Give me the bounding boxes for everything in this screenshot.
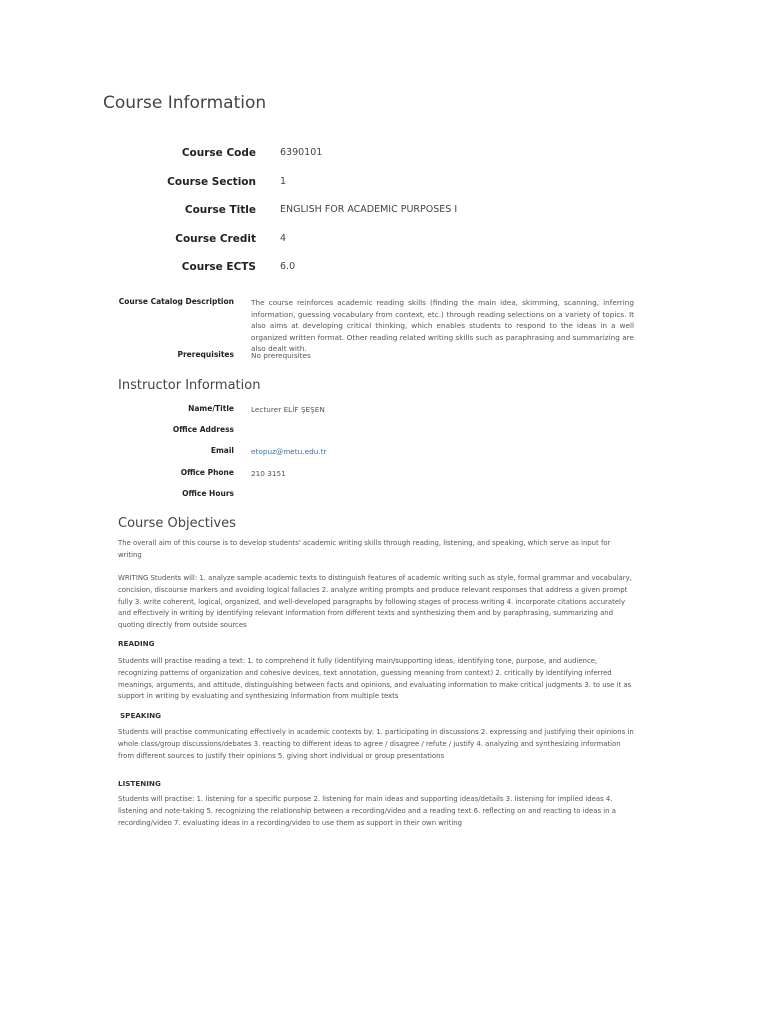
course-credit-value: 4 xyxy=(280,233,287,244)
course-title-value: ENGLISH FOR ACADEMIC PURPOSES I xyxy=(280,204,458,215)
catalog-description-label: Course Catalog Description xyxy=(118,297,234,306)
course-title-label: Course Title xyxy=(184,204,256,216)
prerequisites-value: No prerequisites xyxy=(251,351,311,360)
office-phone-value: 210 3151 xyxy=(251,469,286,478)
course-section-row xyxy=(0,176,768,192)
email-value-wrapper xyxy=(251,446,327,458)
course-ects-label: Course ECTS xyxy=(181,261,256,273)
email-label: Email xyxy=(210,446,234,455)
objectives-section-title: Course Objectives xyxy=(118,516,236,531)
objectives-listening-text: Students will practise: 1. listening for a specific purpose 2. listening for main ideas and supporting ideas/details 3. listening for implied ideas 4. listening and note-taking 5. recognizing the relationship between a recording/video and a reading text 6. reflecting on and reacting to ideas in a recording/video 7. evaluating ideas in a recording/video to use them as support in their own writing xyxy=(118,795,616,827)
course-credit-row xyxy=(0,233,768,249)
course-code-value: 6390101 xyxy=(280,147,323,158)
email-link[interactable]: etopuz@metu.edu.tr xyxy=(251,447,327,456)
catalog-description-text: The course reinforces academic reading skills (finding the main idea, skimming, scanning, inferring information, guessing vocabulary from context, etc.) through reading selections on a variety of topics. It also aims at developing critical thinking, which enables students to respond to the ideas in a well organized written format. Other reading related writing skills such as paraphrasing and summarizing are also dealt with. xyxy=(251,298,634,353)
objectives-overall-text: The overall aim of this course is to develop students' academic writing skills through reading, listening, and speaking, which serve as input for writing xyxy=(118,539,611,559)
instructor-name-value: Lecturer ELİF ŞEŞEN xyxy=(251,405,325,414)
prerequisites-label: Prerequisites xyxy=(177,350,234,359)
objectives-speaking-text: Students will practise communicating effectively in academic contexts by: 1. participating in discussions 2. expressing and justifying their opinions in whole class/group discussions/debates 3. reacting to different ideas to agree / disagree / refute / justify 4. analyzing and synthesizing information from different sources to justify their opinions 5. giving short individual or group presentations xyxy=(118,728,634,760)
speaking-heading: SPEAKING xyxy=(120,711,162,720)
course-code-row xyxy=(0,147,768,163)
objectives-reading-text: Students will practise reading a text: 1. to comprehend it fully (identifying main/supporting ideas, identifying tone, purpose, and audience, recognizing patterns of organization and cohesive devices, text annotation, guessing meaning from context) 2. critically by identifying inferred meanings, arguments, and attitude, distinguishing between facts and opinions, and evaluating information to make critical judgments 3. to use it as support in writing by evaluating and synthesizing information from multiple texts xyxy=(118,657,632,701)
page-title: Course Information xyxy=(103,93,267,113)
office-hours-label: Office Hours xyxy=(182,489,234,498)
office-address-label: Office Address xyxy=(172,425,234,434)
course-code-label: Course Code xyxy=(181,147,256,159)
instructor-name-label: Name/Title xyxy=(188,404,234,413)
course-ects-row xyxy=(0,261,768,277)
objectives-writing-text: WRITING Students will: 1. analyze sample academic texts to distinguish features of academic writing such as style, formal grammar and vocabulary, concision, discourse markers and avoiding logical fallacies 2. analyze writing prompts and produce relevant responses that address a given prompt fully 3. write coherent, logical, organized, and well-developed paragraphs by following stages of process writing 4. incorporate citations accurately and effectively in writing by identifying relevant information from different texts and synthesizing them and by paraphrasing, summarizing and quoting directly from outside sources xyxy=(118,574,632,630)
course-credit-label: Course Credit xyxy=(175,233,256,245)
listening-heading: LISTENING xyxy=(118,779,161,788)
office-phone-label: Office Phone xyxy=(180,468,234,477)
course-title-row xyxy=(0,204,768,220)
instructor-section-title: Instructor Information xyxy=(118,378,261,393)
course-ects-value: 6.0 xyxy=(280,261,296,272)
reading-heading: READING xyxy=(118,639,155,648)
course-section-label: Course Section xyxy=(167,176,256,188)
course-section-value: 1 xyxy=(280,176,287,187)
